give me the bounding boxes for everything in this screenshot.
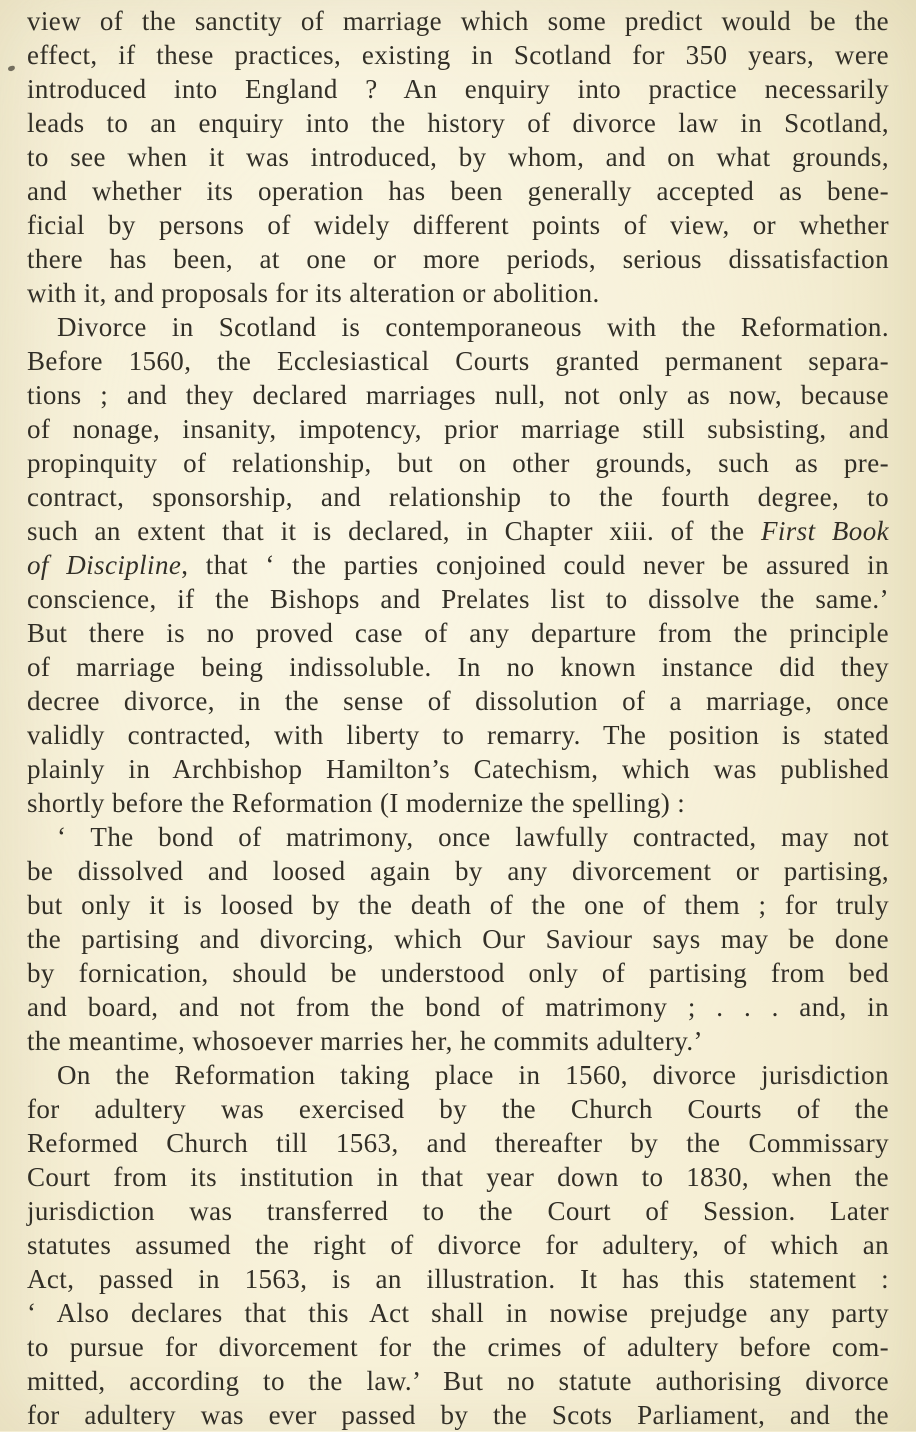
text-line — [27, 956, 889, 990]
text-line — [27, 378, 889, 412]
text-line — [27, 1330, 889, 1364]
text-run: of nonage, insanity, impotency, prior marriage still subsisting, and — [27, 414, 889, 444]
text-run: there has been, at one or more periods, serious dissatisfaction — [27, 244, 889, 274]
text-run: ‘ Also declares that this Act shall in nowise prejudge any party — [27, 1298, 889, 1328]
text-line — [27, 1126, 889, 1160]
text-run: but only it is loosed by the death of the one of them ; for truly — [27, 890, 889, 920]
text-line — [27, 786, 889, 820]
text-line — [27, 684, 889, 718]
text-run: tions ; and they declared marriages null, not only as now, because — [27, 380, 889, 410]
text-run: such an extent that it is declared, in Chapter xiii. of the — [27, 516, 761, 546]
text-run: introduced into England ? An enquiry into practice necessarily — [27, 74, 889, 104]
text-line — [27, 310, 889, 344]
text-line — [27, 106, 889, 140]
text-line — [27, 1296, 889, 1330]
text-line — [27, 582, 889, 616]
text-line — [27, 480, 889, 514]
text-run-italic: of Discipline — [27, 550, 182, 580]
text-line — [27, 412, 889, 446]
text-line — [27, 38, 889, 72]
text-run: ‘ The bond of matrimony, once lawfully contracted, may not — [57, 822, 889, 852]
text-line — [27, 548, 889, 582]
text-run: Before 1560, the Ecclesiastical Courts granted permanent separa- — [27, 346, 889, 376]
text-run: conscience, if the Bishops and Prelates list to dissolve the same.’ — [27, 584, 889, 614]
text-run: by fornication, should be understood only of partising from bed — [27, 958, 889, 988]
text-line — [27, 1092, 889, 1126]
text-line — [27, 140, 889, 174]
text-line — [27, 446, 889, 480]
text-line — [27, 1364, 889, 1398]
text-run: be dissolved and loosed again by any divorcement or partising, — [27, 856, 889, 886]
text-run: Reformed Church till 1563, and thereafter by the Commissary — [27, 1128, 889, 1158]
text-line — [27, 616, 889, 650]
text-line — [27, 4, 889, 38]
text-run: Divorce in Scotland is contemporaneous with the Reformation. — [57, 312, 889, 342]
text-run: for adultery was exercised by the Church Courts of the — [27, 1094, 889, 1124]
text-line — [27, 208, 889, 242]
text-run: On the Reformation taking place in 1560, divorce jurisdiction — [57, 1060, 889, 1090]
text-run: contract, sponsorship, and relationship to the fourth degree, to — [27, 482, 889, 512]
text-run: statutes assumed the right of divorce for adultery, of which an — [27, 1230, 889, 1260]
text-run: mitted, according to the law.’ But no statute authorising divorce — [27, 1366, 889, 1396]
text-run: of marriage being indissoluble. In no known instance did they — [27, 652, 889, 682]
text-line — [27, 650, 889, 684]
text-run: But there is no proved case of any departure from the principle — [27, 618, 889, 648]
text-run: for adultery was ever passed by the Scots Parliament, and the — [27, 1400, 889, 1430]
text-run: Act, passed in 1563, is an illustration. It has this statement : — [27, 1264, 889, 1294]
text-line — [27, 514, 889, 548]
text-line — [27, 1262, 889, 1296]
text-run: the partising and divorcing, which Our Saviour says may be done — [27, 924, 889, 954]
text-run: plainly in Archbishop Hamilton’s Catechism, which was published — [27, 754, 889, 784]
text-line — [27, 1024, 889, 1058]
text-run: the meantime, whosoever marries her, he commits adultery.’ — [27, 1026, 703, 1056]
text-run: to pursue for divorcement for the crimes of adultery before com- — [27, 1332, 889, 1362]
text-line — [27, 1160, 889, 1194]
text-run: shortly before the Reformation (I modernize the spelling) : — [27, 788, 686, 818]
text-run: propinquity of relationship, but on other grounds, such as pre- — [27, 448, 889, 478]
text-line — [27, 1058, 889, 1092]
text-run: jurisdiction was transferred to the Court of Session. Later — [27, 1196, 889, 1226]
text-line — [27, 276, 889, 310]
text-line — [27, 72, 889, 106]
text-line — [27, 344, 889, 378]
text-line — [27, 922, 889, 956]
text-line — [27, 1398, 889, 1432]
text-line — [27, 888, 889, 922]
text-run: and board, and not from the bond of matrimony ; . . . and, in — [27, 992, 889, 1022]
text-run-italic: First Book — [760, 516, 889, 546]
text-line — [27, 752, 889, 786]
text-line — [27, 718, 889, 752]
text-run: leads to an enquiry into the history of divorce law in Scotland, — [27, 108, 889, 138]
text-run: Court from its institution in that year down to 1830, when the — [27, 1162, 889, 1192]
text-line — [27, 1194, 889, 1228]
text-run: with it, and proposals for its alteration or abolition. — [27, 278, 600, 308]
text-run: to see when it was introduced, by whom, and on what grounds, — [27, 142, 889, 172]
text-run: and whether its operation has been generally accepted as bene- — [27, 176, 889, 206]
text-line — [27, 820, 889, 854]
text-run: , that ‘ the parties conjoined could never be assured in — [181, 550, 889, 580]
text-line — [27, 1228, 889, 1262]
text-line — [27, 242, 889, 276]
text-run: view of the sanctity of marriage which some predict would be the — [27, 6, 889, 36]
text-line — [27, 174, 889, 208]
text-run: ficial by persons of widely different points of view, or whether — [27, 210, 889, 240]
text-line — [27, 990, 889, 1024]
text-run: effect, if these practices, existing in Scotland for 350 years, were — [27, 40, 889, 70]
text-run: validly contracted, with liberty to remarry. The position is stated — [27, 720, 889, 750]
text-line — [27, 854, 889, 888]
text-run: decree divorce, in the sense of dissolution of a marriage, once — [27, 686, 889, 716]
